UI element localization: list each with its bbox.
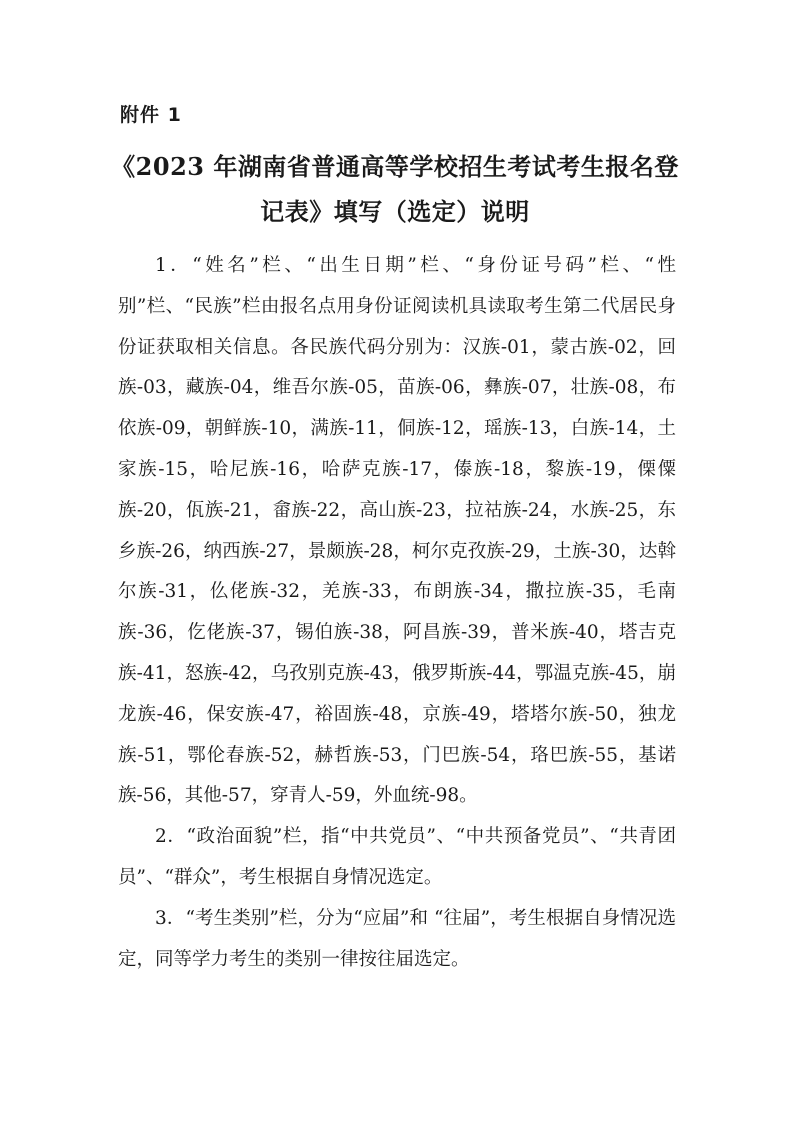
attachment-label: 附件 1 — [120, 104, 182, 126]
paragraph-student-category: 3．“考生类别”栏，分为“应届”和 “往届”，考生根据自身情况选定，同等学力考生的类别一律按往届选定。 — [118, 907, 676, 970]
title-line-2: 记表》填写（选定）说明 — [260, 197, 530, 226]
paragraph-political-status: 2．“政治面貌”栏，指“中共党员”、“中共预备党员”、“共青团员”、“群众”，考生根据自身情况选定。 — [118, 826, 676, 888]
document-title — [110, 144, 680, 234]
title-line-1: 《2023 年湖南省普通高等学校招生考试考生报名登 — [111, 152, 679, 181]
paragraph-ethnic-codes: 1．“姓名”栏、“出生日期”栏、“身份证号码”栏、“性别”栏、“民族”栏由报名点用身份证阅读机具读取考生第二代居民身份证获取相关信息。各民族代码分别为：汉族-01，蒙古族-02，回族-03，藏族-04，维吾尔族-05，苗族-06，彝族-07，壮族-08，布依族-09，朝鲜族-10，满族-11，侗族-12，瑶族-13，白族-14，土家族-15，哈尼族-16，哈萨克族-17，傣族-18，黎族-19，傈僳族-20，佤族-21，畲族-22，高山族-23，拉祜族-24，水族-25，东乡族-26，纳西族-27，景颇族-28，柯尔克孜族-29，土族-30，达斡尔族-31，仫佬族-32，羌族-33，布朗族-34，撒拉族-35，毛南族-36，仡佬族-37，锡伯族-38，阿昌族-39，普米族-40，塔吉克族-41，怒族-42，乌孜别克族-43，俄罗斯族-44，鄂温克族-45，崩龙族-46，保安族-47，裕固族-48，京族-49，塔塔尔族-50，独龙族-51，鄂伦春族-52，赫哲族-53，门巴族-54，珞巴族-55，基诺族-56，其他-57，穿青人-59，外血统-98。 — [118, 255, 676, 807]
document-body — [118, 246, 676, 980]
